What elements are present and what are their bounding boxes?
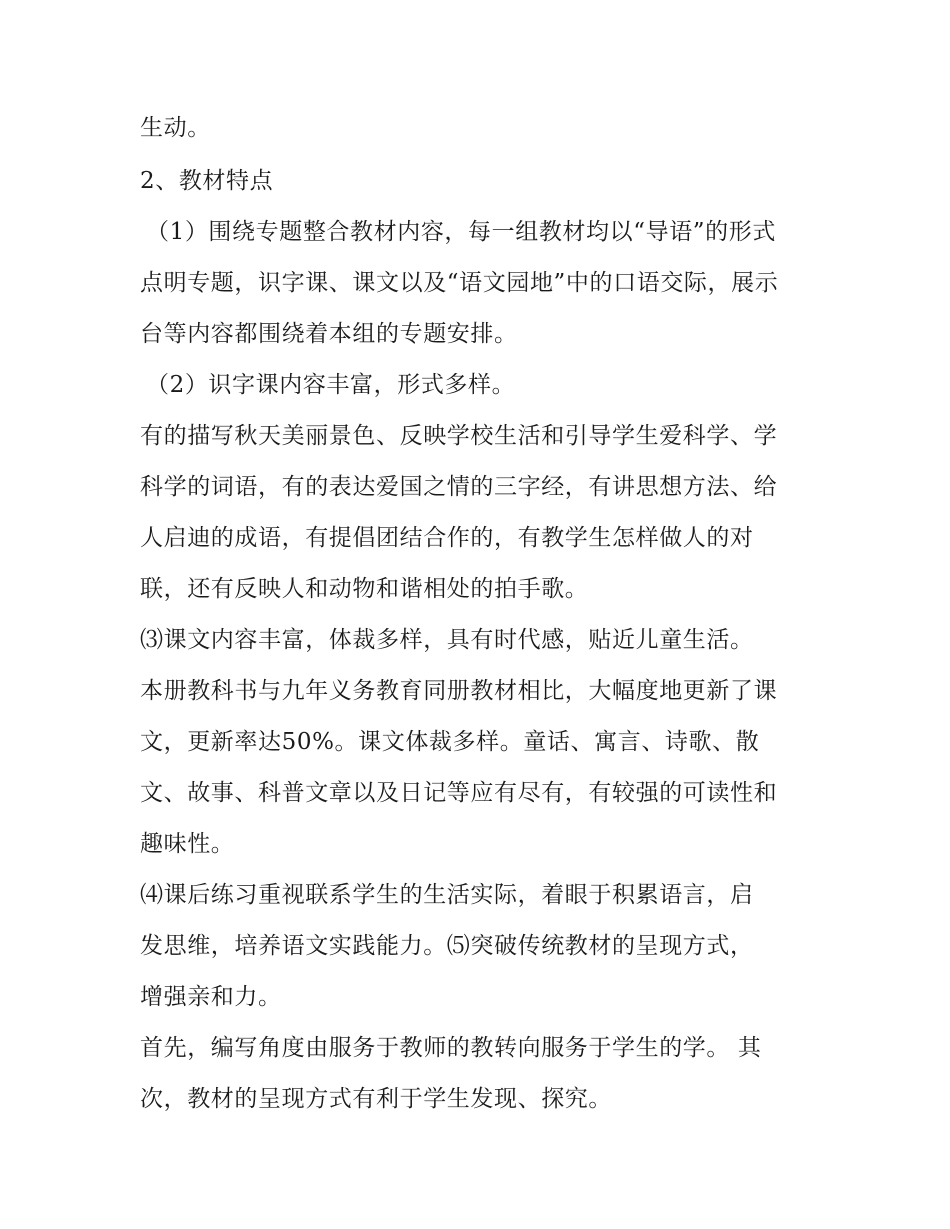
text-line: 次，教材的呈现方式有利于学生发现、探究。 — [140, 1086, 612, 1112]
text-line: ⑷课后练习重视联系学生的生活实际，着眼于积累语言，启 — [140, 882, 754, 908]
text-line: ⑶课文内容丰富，体裁多样，具有时代感，贴近儿童生活。 — [140, 627, 754, 653]
text-line: 台等内容都围绕着本组的专题安排。 — [140, 321, 518, 347]
text-line: （1）围绕专题整合教材内容，每一组教材均以“导语”的形式 — [146, 219, 776, 245]
text-line: 趣味性。 — [140, 831, 235, 857]
text-line: 发思维，培养语文实践能力。⑸突破传统教材的呈现方式， — [140, 933, 754, 959]
text-line: 文，更新率达50%。课文体裁多样。童话、寓言、诗歌、散 — [140, 729, 760, 755]
text-line: （2）识字课内容丰富，形式多样。 — [146, 372, 516, 398]
text-line: 联，还有反映人和动物和谐相处的拍手歌。 — [140, 576, 589, 602]
text-line: 文、故事、科普文章以及日记等应有尽有，有较强的可读性和 — [140, 780, 778, 806]
text-line: 本册教科书与九年义务教育同册教材相比，大幅度地更新了课 — [140, 678, 778, 704]
text-line: 有的描写秋天美丽景色、反映学校生活和引导学生爱科学、学 — [140, 423, 778, 449]
text-line: 科学的词语，有的表达爱国之情的三字经，有讲思想方法、给 — [140, 474, 778, 500]
text-line: 增强亲和力。 — [140, 984, 282, 1010]
section-heading: 2、教材特点 — [140, 168, 274, 194]
text-line: 人启迪的成语，有提倡团结合作的，有教学生怎样做人的对 — [140, 525, 754, 551]
text-line: 生动。 — [140, 115, 211, 141]
text-line: 首先，编写角度由服务于教师的教转向服务于学生的学。 其 — [140, 1035, 762, 1061]
text-line: 点明专题，识字课、课文以及“语文园地”中的口语交际，展示 — [140, 270, 779, 296]
